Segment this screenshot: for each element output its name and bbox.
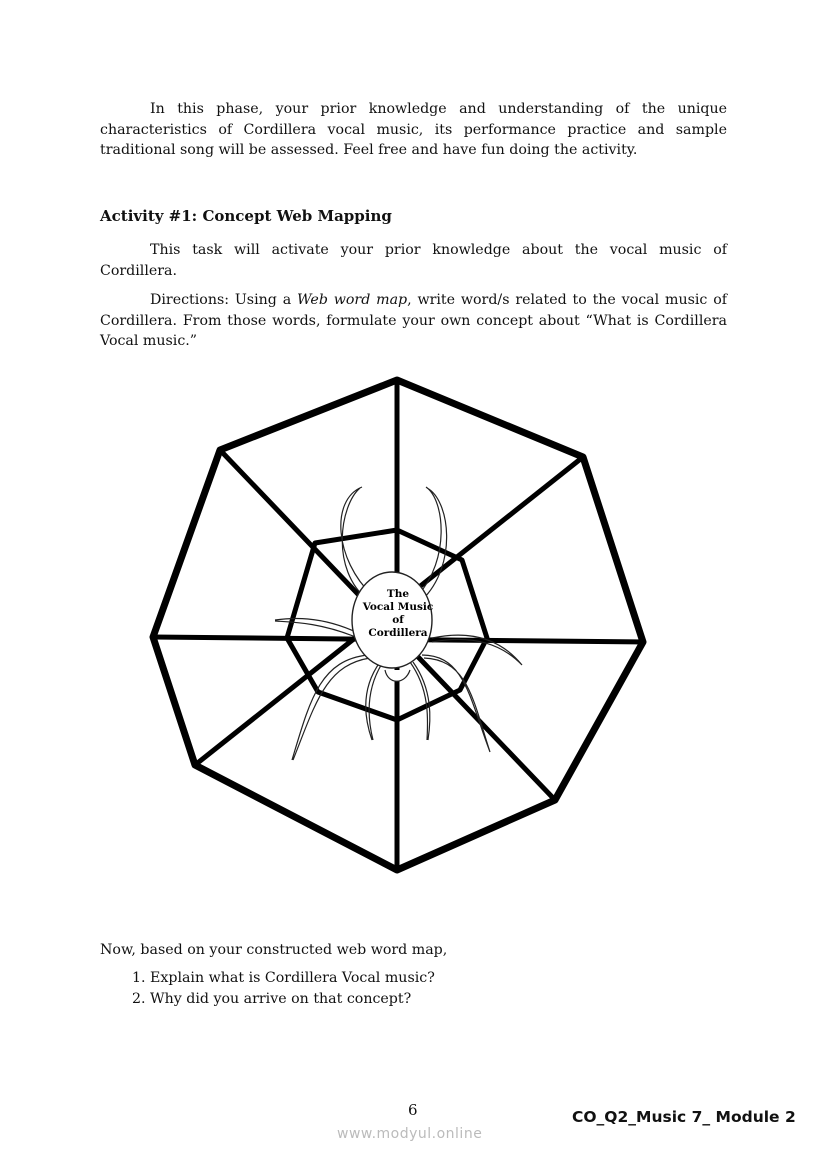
directions-emphasis: Web word map xyxy=(297,292,408,308)
web-center-label-line: of xyxy=(392,614,404,626)
module-code: CO_Q2_Music 7_ Module 2 xyxy=(572,1108,796,1126)
question-item: 1. Explain what is Cordillera Vocal music? xyxy=(150,968,435,989)
activity-heading: Activity #1: Concept Web Mapping xyxy=(100,207,392,225)
concept-web-diagram xyxy=(140,370,680,880)
task-paragraph: This task will activate your prior knowledge about the vocal music of Cordillera. xyxy=(100,242,727,279)
web-center-label-line: Vocal Music xyxy=(362,601,434,613)
web-center-label-line: The xyxy=(386,588,410,600)
directions-paragraph xyxy=(100,290,727,352)
web-center-label-line: Cordillera xyxy=(368,627,428,639)
question-list xyxy=(100,968,435,1010)
question-item: 2. Why did you arrive on that concept? xyxy=(150,989,435,1010)
followup-text: Now, based on your constructed web word map, xyxy=(100,942,448,958)
directions-text-end: , write word/s related to the vocal music of Cordillera. From those words, formulate your own concept about “What is Cordillera Vocal music.” xyxy=(100,292,727,349)
directions-text: Directions: Using a xyxy=(150,292,297,308)
page-number: 6 xyxy=(408,1101,418,1119)
intro-paragraph: In this phase, your prior knowledge and understanding of the unique characteristics of Cordillera vocal music, its performance practice and sample traditional song will be assessed. Feel free and have fun doing the activity. xyxy=(100,101,727,158)
watermark: www.modyul.online xyxy=(337,1126,483,1142)
